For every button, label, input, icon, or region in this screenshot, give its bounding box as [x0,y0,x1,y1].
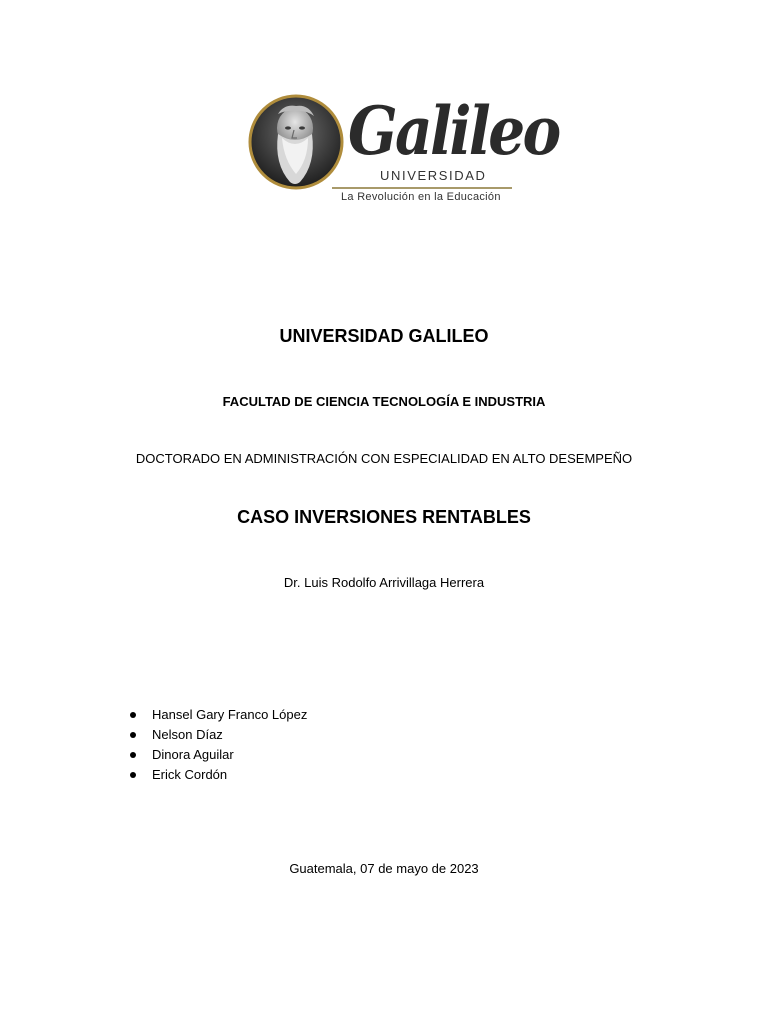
bullet-icon [130,752,136,758]
logo-subtitle: UNIVERSIDAD [380,168,487,183]
program-title: DOCTORADO EN ADMINISTRACIÓN CON ESPECIALIDAD EN ALTO DESEMPEÑO [135,451,633,466]
university-title: UNIVERSIDAD GALILEO [279,326,489,346]
list-item [128,765,307,785]
members-list [128,705,307,785]
university-logo [246,92,559,210]
list-item [128,745,307,765]
member-name: Dinora Aguilar [152,747,234,762]
member-name: Erick Cordón [152,767,228,782]
faculty-title: FACULTAD DE CIENCIA TECNOLOGÍA E INDUSTRIA [222,394,546,409]
galileo-portrait-icon [248,94,344,190]
bullet-icon [130,712,136,718]
member-name: Nelson Díaz [152,727,223,742]
professor-name: Dr. Luis Rodolfo Arrivillaga Herrera [283,575,485,590]
case-title: CASO INVERSIONES RENTABLES [237,507,531,527]
list-item [128,725,307,745]
list-item [128,705,307,725]
bullet-icon [130,772,136,778]
logo-wordmark: Galileo [348,92,559,170]
logo-divider [332,187,512,189]
place-date: Guatemala, 07 de mayo de 2023 [289,861,479,876]
member-name: Hansel Gary Franco López [152,707,308,722]
logo-tagline: La Revolución en la Educación [341,191,501,203]
bullet-icon [130,732,136,738]
